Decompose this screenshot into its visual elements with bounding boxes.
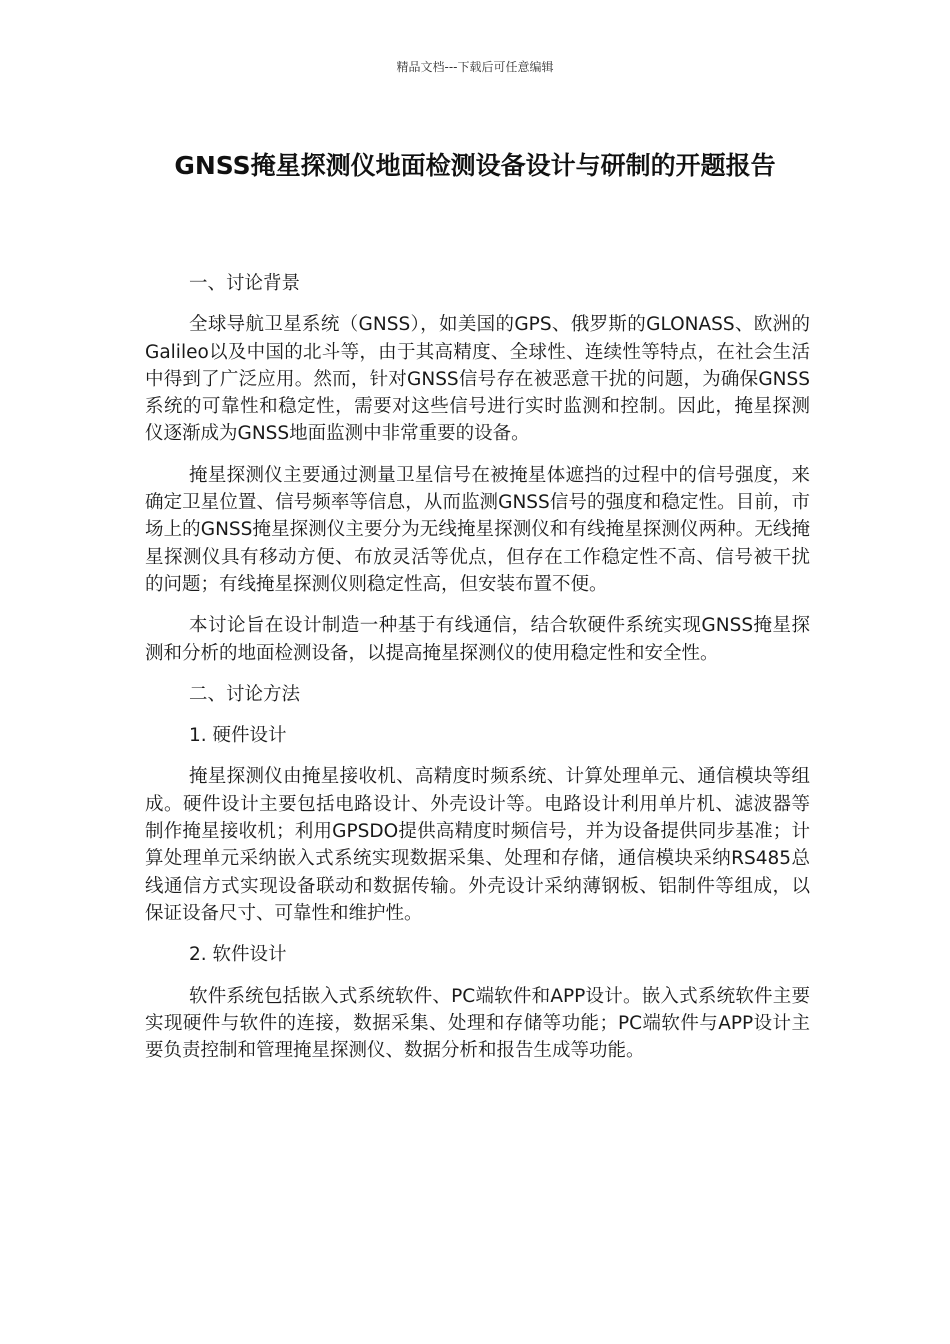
subsection-heading-software: 2. 软件设计: [189, 944, 287, 966]
paragraph: 全球导航卫星系统（GNSS），如美国的GPS、俄罗斯的GLONASS、欧洲的Galileo以及中国的北斗等，由于其高精度、全球性、连续性等特点，在社会生活中得到了广泛应用。然而，针对GNSS信号存在被恶意干扰的问题，为确保GNSS系统的可靠性和稳定性，需要对这些信号进行实时监测和控制。因此，掩星探测仪逐渐成为GNSS地面监测中非常重要的设备。: [145, 314, 810, 445]
section-heading-method: 二、讨论方法: [189, 683, 301, 705]
document-title: GNSS掩星探测仪地面检测设备设计与研制的开题报告: [174, 151, 776, 180]
paragraph: 掩星探测仪主要通过测量卫星信号在被掩星体遮挡的过程中的信号强度，来确定卫星位置、信号频率等信息，从而监测GNSS信号的强度和稳定性。目前，市场上的GNSS掩星探测仪主要分为无线掩星探测仪和有线掩星探测仪两种。无线掩星探测仪具有移动方便、布放灵活等优点，但存在工作稳定性不高、信号被干扰的问题；有线掩星探测仪则稳定性高，但安装布置不便。: [145, 464, 810, 595]
paragraph: 软件系统包括嵌入式系统软件、PC端软件和APP设计。嵌入式系统软件主要实现硬件与软件的连接，数据采集、处理和存储等功能；PC端软件与APP设计主要负责控制和管理掩星探测仪、数据分析和报告生成等功能。: [145, 985, 810, 1062]
document-body: [145, 270, 810, 1078]
paragraph: 本讨论旨在设计制造一种基于有线通信，结合软硬件系统实现GNSS掩星探测和分析的地面检测设备，以提高掩星探测仪的使用稳定性和安全性。: [145, 615, 810, 664]
paragraph: 掩星探测仪由掩星接收机、高精度时频系统、计算处理单元、通信模块等组成。硬件设计主要包括电路设计、外壳设计等。电路设计利用单片机、滤波器等制作掩星接收机；利用GPSDO提供高精度时频信号，并为设备提供同步基准；计算处理单元采纳嵌入式系统实现数据采集、处理和存储，通信模块采纳RS485总线通信方式实现设备联动和数据传输。外壳设计采纳薄钢板、铝制件等组成，以保证设备尺寸、可靠性和维护性。: [145, 766, 810, 924]
header-note: 精品文档---下载后可任意编辑: [396, 60, 554, 74]
section-heading-background: 一、讨论背景: [189, 273, 301, 294]
subsection-heading-hardware: 1. 硬件设计: [189, 725, 287, 747]
